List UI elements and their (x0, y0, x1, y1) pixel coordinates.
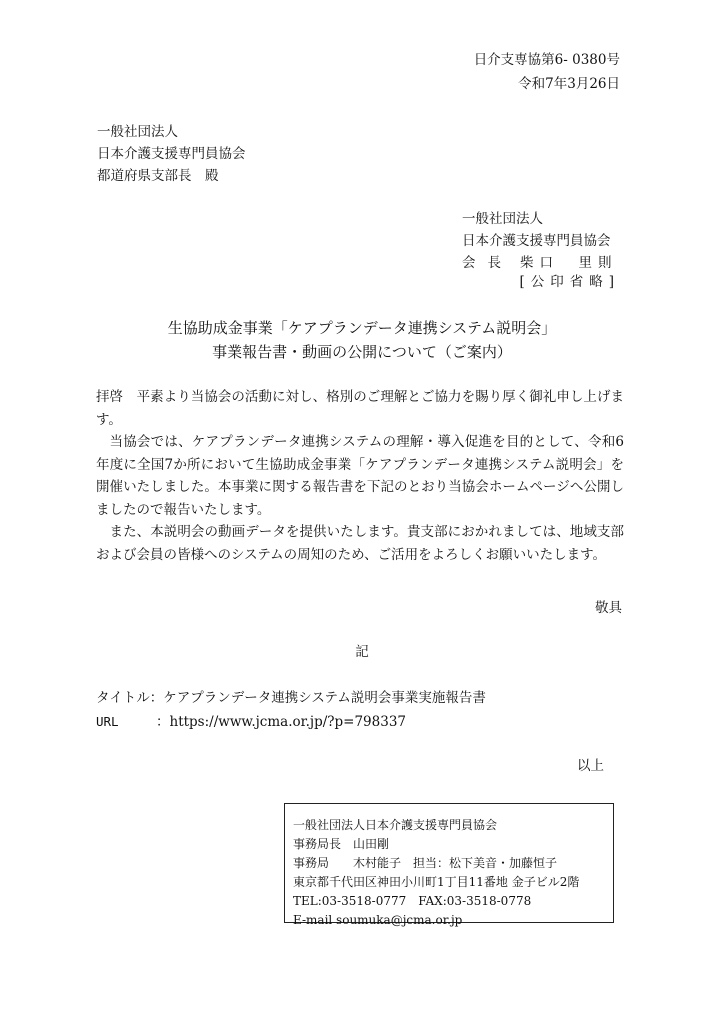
contact-phone-fax: TEL:03-3518-0777 FAX:03-3518-0778 (293, 894, 532, 908)
body-paragraph-1: 拝啓 平素より当協会の活動に対し、格別のご理解とご協力を賜り厚く御礼申し上げます。 (96, 389, 624, 428)
contact-org: 一般社団法人日本介護支援専門員協会 (293, 818, 498, 832)
title-line-1: 生協助成金事業「ケアプランデータ連携システム説明会」 (167, 319, 557, 337)
sender-line-1: 一般社団法人 (462, 211, 543, 227)
end-mark: 以上 (577, 758, 604, 774)
contact-email[interactable]: E-mail soumuka@jcma.or.jp (293, 913, 463, 927)
letter-body (96, 386, 624, 566)
detail-title-value: ケアプランデータ連携システム説明会事業実施報告書 (163, 690, 486, 706)
recipient-block (97, 121, 246, 187)
detail-title-row (96, 686, 486, 706)
document-date: 令和7年3月26日 (518, 76, 620, 92)
recipient-line-1: 一般社団法人 (97, 124, 178, 140)
contact-director: 事務局長 山田剛 (293, 837, 390, 851)
contact-box (284, 803, 614, 927)
sender-role: 会長 (462, 255, 513, 271)
document-title (0, 316, 724, 364)
detail-url-link[interactable]: ：https://www.jcma.or.jp/?p=798337 (156, 714, 406, 730)
document-number: 日介支専協第6- 0380号 (473, 52, 620, 68)
title-line-2: 事業報告書・動画の公開について（ご案内） (212, 343, 512, 361)
detail-url-label: URL (96, 714, 119, 729)
recipient-line-3: 都道府県支部長 殿 (97, 168, 219, 184)
seal-omitted-note: [公印省略] (519, 274, 620, 290)
detail-title-label: タイトル： (96, 690, 164, 706)
body-paragraph-3: また、本説明会の動画データを提供いたします。貴支部におかれましては、地域支部および会員の皆様へのシステムの周知のため、ご活用をよろしくお願いいたします。 (96, 524, 624, 563)
contact-staff: 事務局 木村能子 担当：松下美音・加藤恒子 (293, 856, 558, 870)
detail-url-row (96, 710, 406, 730)
recipient-line-2: 日本介護支援専門員協会 (97, 146, 246, 162)
body-paragraph-2: 当協会では、ケアプランデータ連携システムの理解・導入促進を目的として、令和6年度に全国7か所において生協助成金事業「ケアプランデータ連携システム説明会」を開催いたしました。本事業に関する報告書を下記のとおり当協会ホームページへ公開しましたので報告いたします。 (96, 434, 624, 518)
closing-word: 敬具 (595, 600, 622, 616)
ki-heading: 記 (355, 644, 369, 660)
sender-name: 柴口 里則 (520, 255, 618, 271)
contact-address: 東京都千代田区神田小川町1丁目11番地 金子ビル2階 (293, 875, 580, 889)
sender-line-2: 日本介護支援専門員協会 (462, 233, 611, 249)
sender-block (462, 208, 618, 274)
